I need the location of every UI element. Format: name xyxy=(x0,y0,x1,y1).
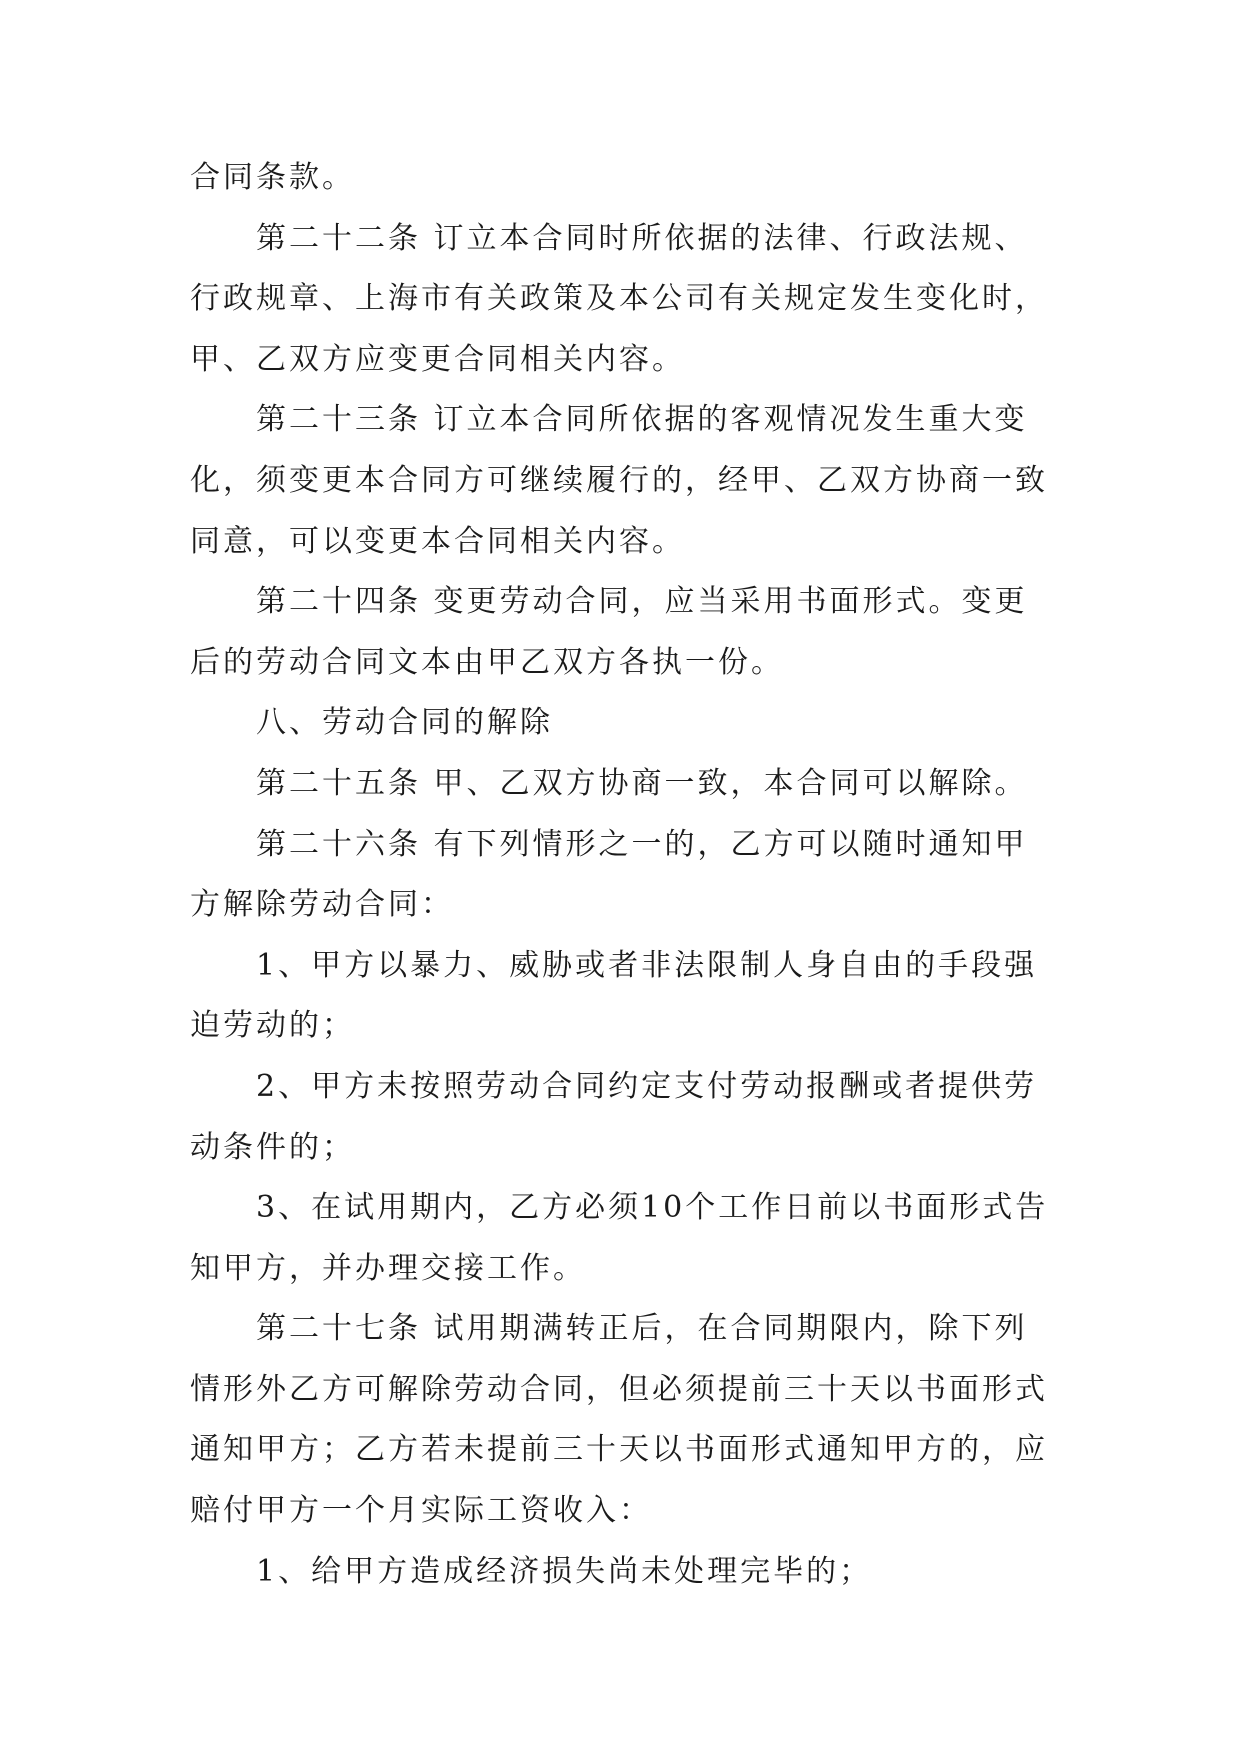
list-item: 3、在试用期内，乙方必须10个工作日前以书面形式告 xyxy=(256,1190,1049,1226)
text-line: 方解除劳动合同： xyxy=(190,887,454,923)
document-body xyxy=(190,148,1070,1602)
text-line: 第二十二条 订立本合同时所依据的法律、行政法规、 xyxy=(256,220,1028,256)
text-line: 甲、乙双方应变更合同相关内容。 xyxy=(190,341,685,377)
text-line: 后的劳动合同文本由甲乙双方各执一份。 xyxy=(190,644,784,680)
list-item: 1、甲方以暴力、威胁或者非法限制人身自由的手段强 xyxy=(256,947,1038,983)
section-heading: 八、劳动合同的解除 xyxy=(256,705,553,741)
text-line: 知甲方，并办理交接工作。 xyxy=(190,1250,586,1286)
text-line: 第二十四条 变更劳动合同，应当采用书面形式。变更 xyxy=(256,584,1028,620)
list-item: 1、给甲方造成经济损失尚未处理完毕的； xyxy=(256,1553,873,1589)
list-item: 2、甲方未按照劳动合同约定支付劳动报酬或者提供劳 xyxy=(256,1068,1038,1104)
text-line: 赔付甲方一个月实际工资收入： xyxy=(190,1493,652,1529)
text-line: 动条件的； xyxy=(190,1129,355,1165)
text-line: 迫劳动的； xyxy=(190,1008,355,1044)
text-line: 通知甲方；乙方若未提前三十天以书面形式通知甲方的，应 xyxy=(190,1432,1048,1468)
text-line: 行政规章、上海市有关政策及本公司有关规定发生变化时， xyxy=(190,281,1048,317)
text-line: 同意，可以变更本合同相关内容。 xyxy=(190,523,685,559)
text-line: 合同条款。 xyxy=(190,160,355,195)
text-line: 第二十六条 有下列情形之一的，乙方可以随时通知甲 xyxy=(256,826,1028,862)
text-line: 情形外乙方可解除劳动合同，但必须提前三十天以书面形式 xyxy=(190,1371,1048,1407)
text-line: 第二十七条 试用期满转正后，在合同期限内，除下列 xyxy=(256,1311,1028,1347)
text-line: 化，须变更本合同方可继续履行的，经甲、乙双方协商一致 xyxy=(190,462,1048,498)
text-line: 第二十五条 甲、乙双方协商一致，本合同可以解除。 xyxy=(256,765,1028,801)
text-line: 第二十三条 订立本合同所依据的客观情况发生重大变 xyxy=(256,402,1028,438)
